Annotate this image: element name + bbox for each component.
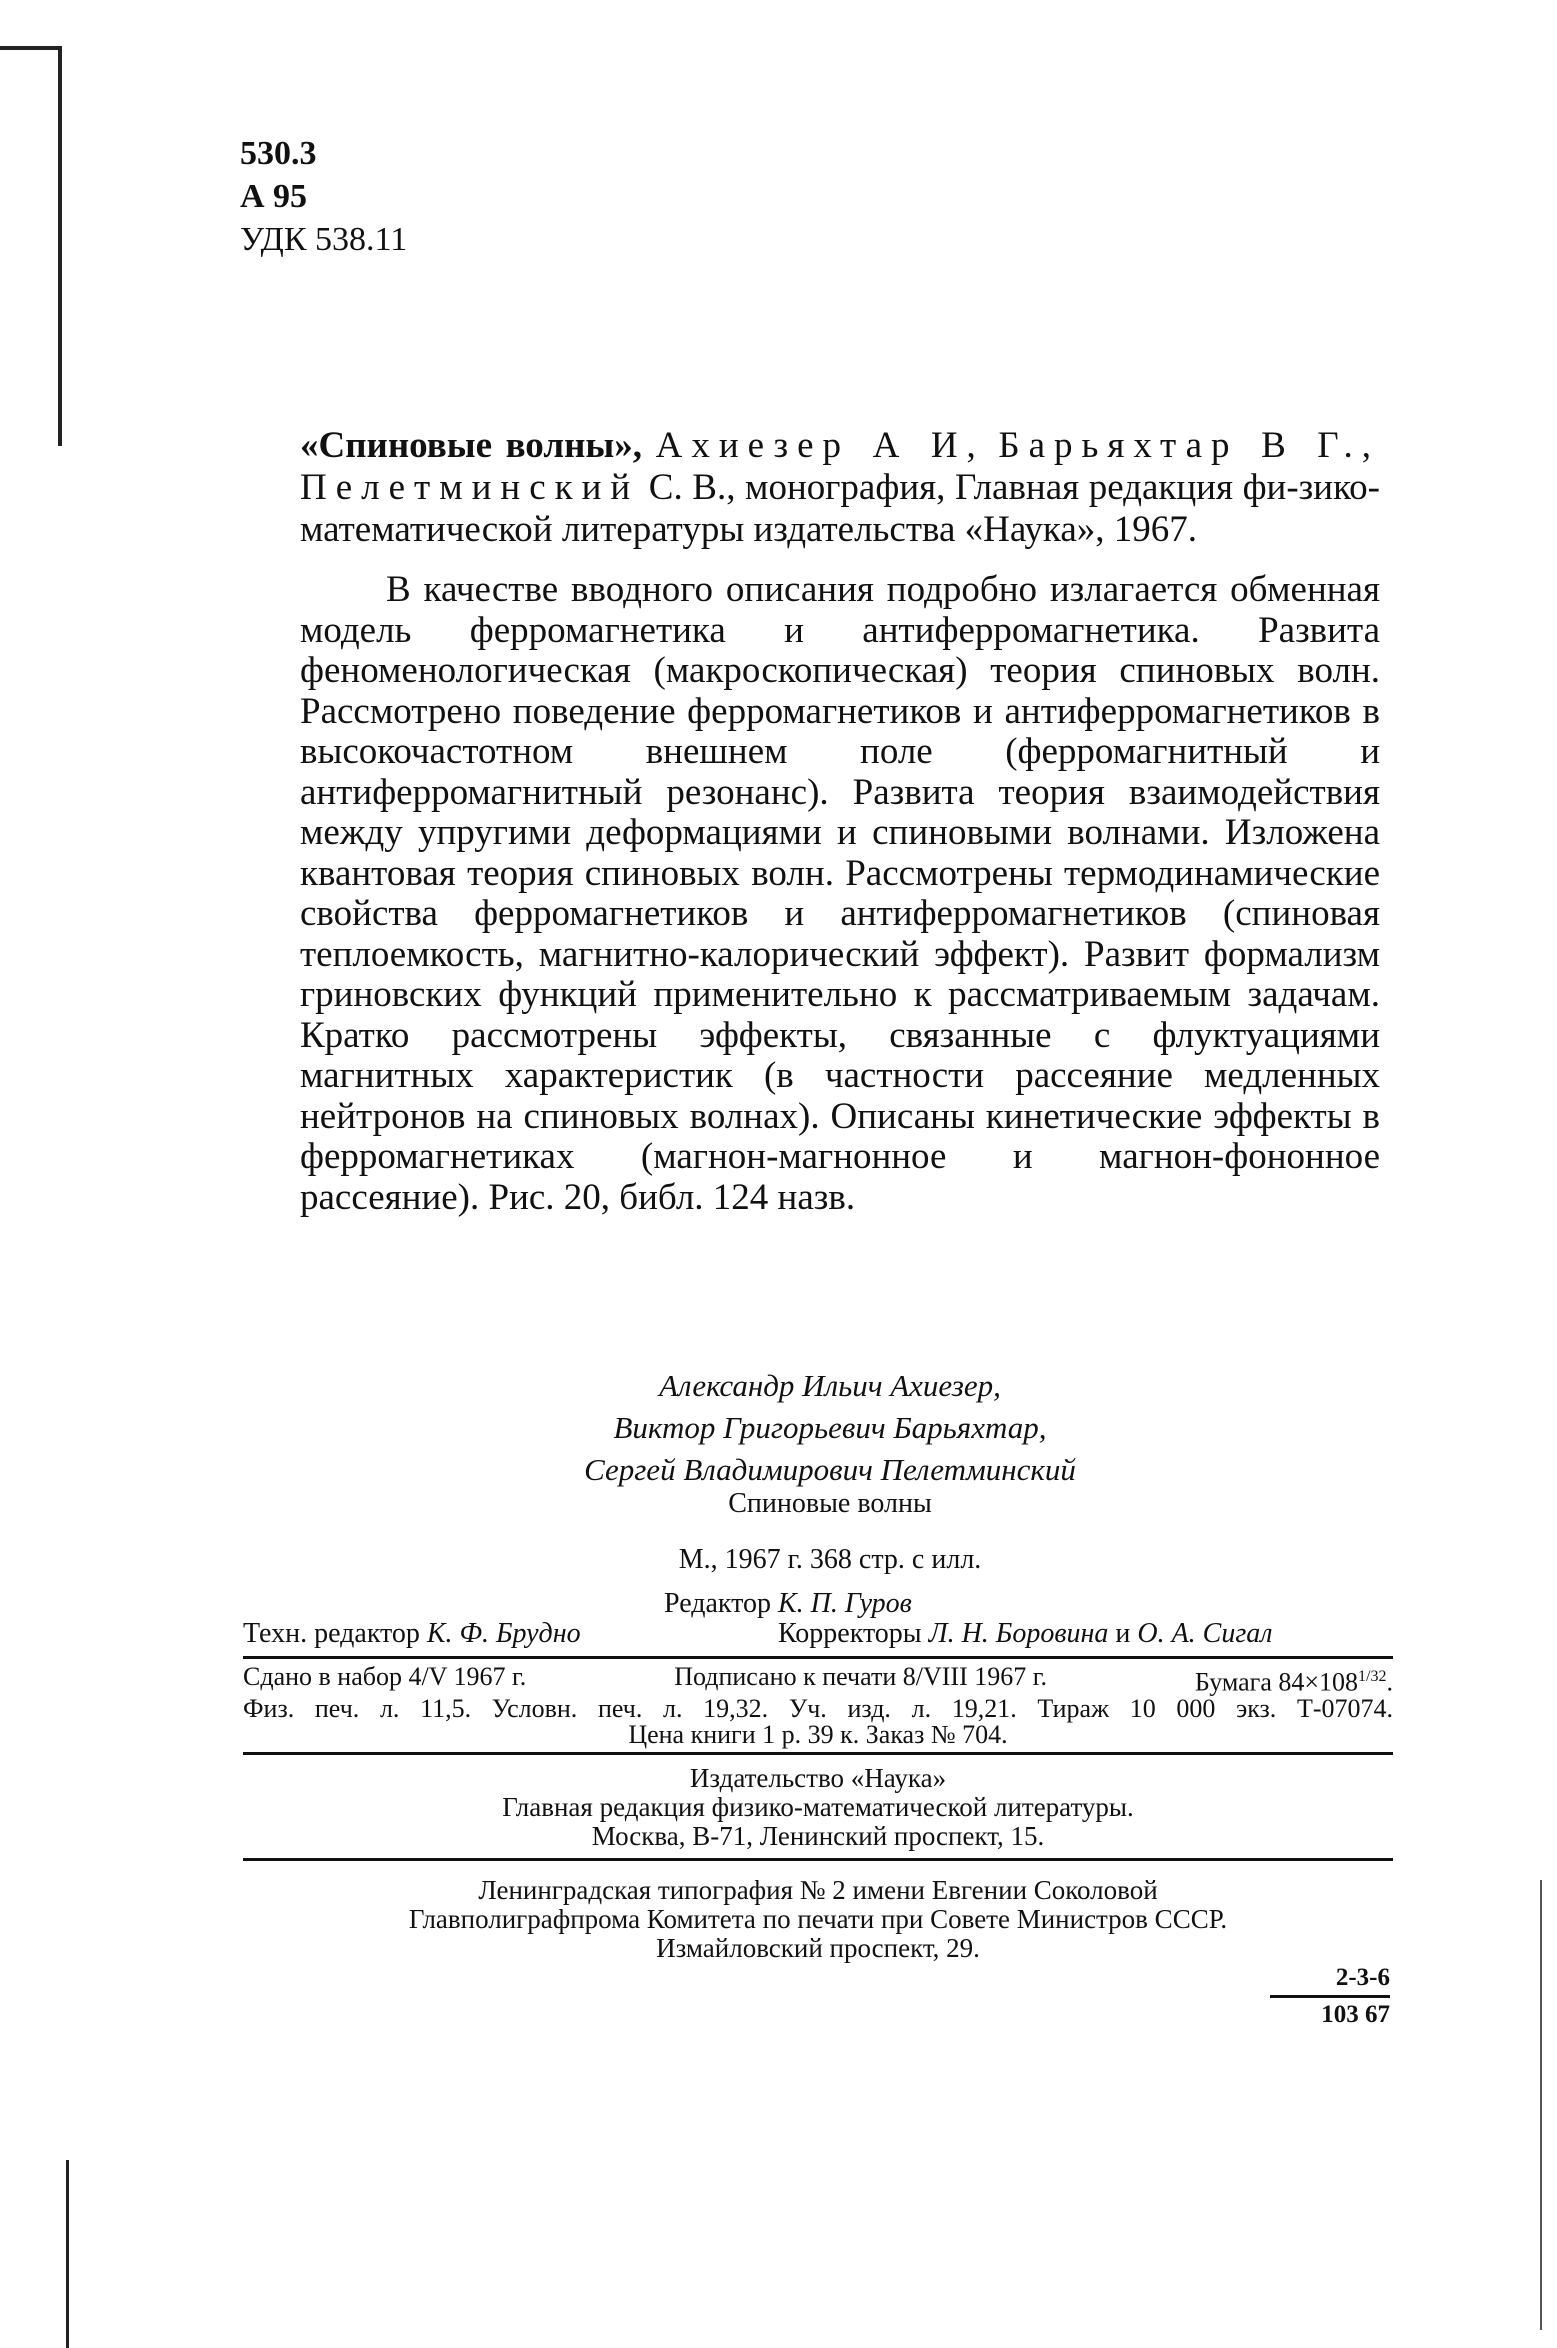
publisher-line-1: Издательство «Наука» xyxy=(689,1763,947,1793)
udc-line-3: УДК 538.11 xyxy=(240,221,408,258)
divider-rule-1 xyxy=(243,1656,1393,1659)
udc-line-1: 530.3 xyxy=(240,135,317,172)
divider-rule-2 xyxy=(243,1752,1393,1755)
corrector-name-1: Л. Н. Боровина xyxy=(928,1618,1109,1649)
signed-date: Подписано к печати 8/VIII 1967 г. xyxy=(674,1662,1047,1691)
editor-label: Редактор xyxy=(664,1588,772,1619)
scan-bracket-vertical xyxy=(58,46,62,446)
tech-editor-label: Техн. редактор xyxy=(243,1618,420,1649)
print-info xyxy=(243,1664,1393,1748)
book-title: Спиновые волны xyxy=(728,1488,932,1519)
scan-mark-bottom-left xyxy=(66,2160,69,2348)
printer-line-3: Измайловский проспект, 29. xyxy=(656,1933,980,1963)
udc-line-2: А 95 xyxy=(240,178,308,215)
author-full-1: Александр Ильич Ахиезер, xyxy=(659,1368,1001,1403)
correctors-line xyxy=(778,1618,1273,1650)
book-title-bold: «Спиновые волны», xyxy=(300,425,643,466)
correctors-label: Корректоры xyxy=(778,1618,922,1649)
catalog-code-bottom: 103 67 xyxy=(1321,2001,1390,2028)
authors-block xyxy=(420,1365,1240,1491)
editor-name: К. П. Гуров xyxy=(778,1588,912,1619)
scan-bracket-top xyxy=(0,46,62,50)
author-3: Пелетминский xyxy=(300,467,640,508)
publisher-line-2: Главная редакция физико-математической литературы. xyxy=(502,1792,1134,1822)
printer-block xyxy=(243,1876,1393,1963)
publication-line: М., 1967 г. 368 стр. с илл. xyxy=(678,1544,982,1575)
paper-format-fraction: 1/32 xyxy=(1358,1668,1387,1685)
print-info-line-3: Цена книги 1 р. 39 к. Заказ № 704. xyxy=(628,1719,1008,1749)
author-1: Ахиезер А И, xyxy=(655,425,985,466)
author-2: Барьяхтар В Г., xyxy=(998,425,1380,466)
tech-editor-line xyxy=(243,1618,581,1650)
author-full-3: Сергей Владимирович Пелетминский xyxy=(584,1452,1076,1487)
corrector-name-2: О. А. Сигал xyxy=(1137,1618,1273,1649)
print-info-line-1 xyxy=(243,1664,1393,1696)
paper-format-text: Бумага 84×108 xyxy=(1194,1667,1359,1697)
udc-block xyxy=(240,132,407,261)
tech-editor-name: К. Ф. Брудно xyxy=(426,1618,581,1649)
catalog-code xyxy=(1270,1964,1390,2029)
abstract-paragraph: В качестве вводного описания подробно излагается обменная модель ферромагнетика и антиферромагнетика. Развита феноменологическая (макроскопическая) теория спиновых волн. Рассмотрено поведение ферромагнетиков и антиферромагнетиков в высокочастотном внешнем поле (ферромагнитный и антиферромагнитный резонанс). Развита теория взаимодействия между упругими деформациями и спиновыми волнами. Изложена квантовая теория спиновых волн. Рассмотрены термодинамические свойства ферромагнетиков и антиферромагнетиков (спиновая теплоемкость, магнитно-калорический эффект). Развит формализм гриновских функций применительно к рассматриваемым задачам. Кратко рассмотрены эффекты, связанные с флуктуациями магнитных характеристик (в частности рассеяние медленных нейтронов на спиновых волнах). Описаны кинетические эффекты в ферромагнетиках (магнон-магнонное и магнон-фононное рассеяние). Рис. 20, библ. 124 назв. xyxy=(300,569,1380,1218)
publisher-line-3: Москва, В-71, Ленинский проспект, 15. xyxy=(591,1821,1045,1851)
divider-rule-3 xyxy=(243,1858,1393,1861)
author-full-2: Виктор Григорьевич Барьяхтар, xyxy=(613,1410,1047,1445)
publisher-block xyxy=(243,1764,1393,1851)
scan-mark-right xyxy=(1540,1880,1542,2330)
printer-line-1: Ленинградская типография № 2 имени Евгении Соколовой xyxy=(478,1875,1158,1905)
print-info-line-2: Физ. печ. л. 11,5. Условн. печ. л. 19,32. Уч. изд. л. 19,21. Тираж 10 000 экз. Т-07074. xyxy=(243,1693,1393,1723)
printer-line-2: Главполиграфпрома Комитета по печати при Совете Министров СССР. xyxy=(408,1904,1228,1934)
editor-line xyxy=(664,1588,912,1620)
typeset-date: Сдано в набор 4/V 1967 г. xyxy=(243,1662,527,1691)
paper-format: Бумага $84\times 108^{1/32}$. xyxy=(1194,1667,1393,1697)
catalog-code-top: 2-3-6 xyxy=(1270,1964,1390,1998)
bibliographic-description xyxy=(300,425,1380,551)
biblio-rest: С. В., монография, Главная редакция фи-зико-математической литературы издательства «Наука», 1967. xyxy=(300,467,1381,550)
correctors-conj: и xyxy=(1115,1618,1131,1649)
